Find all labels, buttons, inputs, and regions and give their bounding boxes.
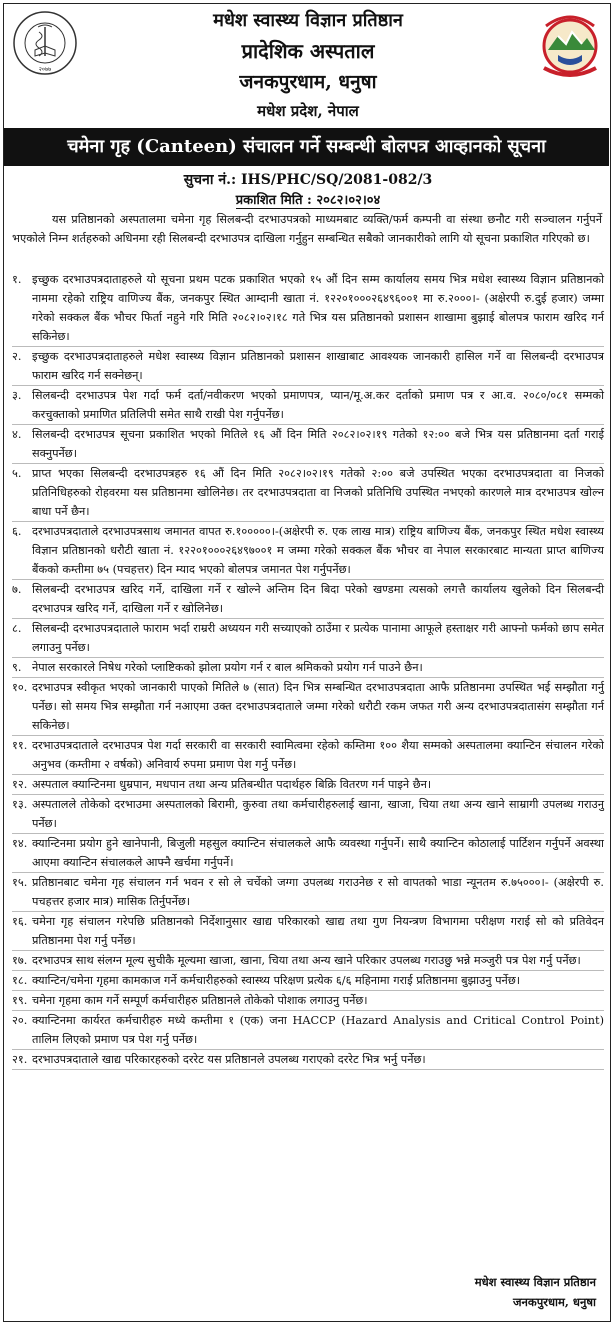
org-name: मधेश स्वास्थ्य विज्ञान प्रतिष्ठान: [213, 10, 403, 31]
condition-text: सिलबन्दी दरभाउपत्र खरिद गर्ने, दाखिला गर्ने र खोल्ने अन्तिम दिन बिदा परेको खण्डमा त्यसको लगत्तै कार्यालय खुलेको दिन सिलबन्दी दरभाउपत्र खरिद गर्ने, दाखिला गर्ने र खोलिनेछ।: [32, 583, 604, 615]
signature-org: मधेश स्वास्थ्य विज्ञान प्रतिष्ठान: [474, 1275, 596, 1289]
condition-text: नेपाल सरकारले निषेध गरेको प्लाष्टिकको झोला प्रयोग गर्न र बाल श्रमिकको प्रयोग गर्न पाउने छैन।: [32, 661, 423, 674]
condition-text: दरभाउपत्रदाताले दरभाउपत्रसाथ जमानत वापत रु.१०००००।-(अक्षेरपी रु. एक लाख मात्र) राष्ट्रिय बाणिज्य बैंक, जनकपुर स्थित मधेश स्वास्थ्य विज्ञान प्रतिष्ठानको धरौटी खाता नं. १२२०१०००२६४९७००१ म जम्मा गरेको सक्कल बैंक भौचर वा नेपाल सरकारबाट मान्यता प्राप्त बाणिज्य बैंकको कम्तीमा ७५ (पचहत्तर) दिन म्याद भएको बोलपत्र जमानत पेश गर्नुपर्नेछ।: [32, 525, 604, 576]
condition-item: [12, 619, 604, 658]
notice-number: सुचना नं.: IHS/PHC/SQ/2081-082/3: [183, 172, 433, 188]
condition-number: ७.: [12, 583, 22, 596]
intro-paragraph: [12, 210, 602, 248]
seal-year: २०७७: [38, 66, 52, 73]
intro-text: यस प्रतिष्ठानको अस्पतालमा चमेना गृह सिलबन्दी दरभाउपत्रको माध्यमबाट व्यक्ति/फर्म कम्पनी वा संस्था छनौट गरी सञ्चालन गर्नुपर्ने भएकोले निम्न शर्तहरुको अधिनमा रही सिलबन्दी दरभाउपत्र दाखिला गर्नुहुन सम्बन्धित सबैको जानकारीको लागि यो सूचना प्रकाशित गरिएको छ।: [12, 213, 602, 245]
condition-item: [12, 775, 604, 795]
condition-item: [12, 386, 604, 425]
condition-item: [12, 1050, 604, 1070]
condition-number: १५.: [12, 876, 28, 889]
condition-number: २०.: [12, 1014, 28, 1027]
condition-text: चमेना गृहमा काम गर्ने सम्पूर्ण कर्मचारीहरु प्रतिष्ठानले तोकेको पोशाक लगाउनु पर्नेछ।: [32, 994, 368, 1007]
condition-text: इच्छुक दरभाउपत्रदाताहरुले यो सूचना प्रथम पटक प्रकाशित भएको १५ औं दिन सम्म कार्यालय समय भित्र मधेश स्वास्थ्य विज्ञान प्रतिष्ठानको नाममा रहेको राष्ट्रिय वाणिज्य बैंक, जनकपुर स्थित आम्दानी खाता नं. १२२०१०००२६४९६००१ मा रु.२०००।- (अक्षेरपी रु.दुई हजार) जम्मा गरेको सक्कल बैंक भौचर फिर्ता नहुने गरि मिति २०८२।०२।१८ गते भित्र यस प्रतिष्ठानको प्रशासन शाखामा बुझाई बोलपत्र फाराम खरिद गर्न सकिनेछ।: [32, 273, 604, 343]
condition-item: [12, 971, 604, 991]
published-date-text: प्रकाशित मिति : २०८२।०२।०४: [235, 193, 381, 208]
condition-item: [12, 658, 604, 678]
condition-text: दरभाउपत्र साथ संलग्न मूल्य सुचीकै मूल्यमा खाजा, खाना, चिया तथा अन्य खाने परिकार उपलब्ध गराउछु भन्ने मञ्जुरी पत्र पेश गर्नु पर्नेछ।: [32, 954, 581, 967]
condition-item: [12, 736, 604, 775]
condition-text: अस्पताल क्यान्टिनमा धुम्रपान, मधपान तथा अन्य प्रतिबन्धीत पदार्थहरु बिक्रि वितरण गर्न पाइने छैन।: [32, 778, 432, 791]
condition-number: ३.: [12, 389, 22, 402]
condition-number: ११.: [12, 739, 28, 752]
condition-number: १८.: [12, 974, 28, 987]
condition-number: २.: [12, 350, 22, 363]
hospital-location: जनकपुरधाम, धनुषा: [239, 71, 377, 93]
condition-number: १९.: [12, 994, 28, 1007]
condition-text: प्रतिष्ठानबाट चमेना गृह संचालन गर्न भवन र सो ले चर्चेको जग्गा उपलब्ध गराउनेछ र सो वापतको भाडा न्यूनतम रु.७५०००।- (अक्षेरपी रु. पचहत्तर हजार मात्र) मासिक तिर्नुपर्नेछ।: [32, 876, 604, 908]
condition-text: प्राप्त भएका सिलबन्दी दरभाउपत्रहरु १६ औं दिन मिति २०८२।०२।१९ गतेको २:०० बजे उपस्थित भएका दरभाउपत्रदाता वा निजको प्रतिनिधिहरुको रोहवरमा यस प्रतिष्ठानमा खोलिनेछ। तर दरभाउपत्रदाता वा निजको प्रतिनिधि उपस्थित नभएको कारणले मात्र दरभाउपत्र खोल्न बाधा पर्ने छैन।: [32, 467, 604, 518]
condition-item: [12, 795, 604, 834]
condition-text: दरभाउपत्रदाताले दरभाउपत्र पेश गर्दा सरकारी वा सरकारी स्वामित्वमा रहेको कम्तिमा १०० शैया सम्मको अस्पतालमा क्यान्टिन संचालन गरेको अनुभव (कम्तीमा २ वर्षको) अनिवार्य रुपमा प्रमाण पेश गर्नु पर्नेछ।: [32, 739, 604, 771]
condition-text: दरभाउपत्रदाताले खाद्य परिकारहरुको दररेट यस प्रतिष्ठानले उपलब्ध गराएको दररेट भित्र भर्नु पर्नेछ।: [32, 1053, 426, 1066]
condition-number: १२.: [12, 778, 28, 791]
condition-text: क्यान्टिनमा कार्यरत कर्मचारीहरु मध्ये कम्तीमा १ (एक) जना HACCP (Hazard Analysis and Critical Control Point) तालिम लिएको प्रमाण पत्र पेश गर्नु पर्नेछ।: [32, 1014, 604, 1046]
condition-number: ६.: [12, 525, 22, 538]
condition-item: [12, 834, 604, 873]
published-date: [4, 190, 612, 208]
province-name: मधेश प्रदेश, नेपाल: [257, 102, 359, 120]
condition-item: [12, 951, 604, 971]
condition-item: [12, 912, 604, 951]
condition-number: १३.: [12, 798, 28, 811]
condition-number: ५.: [12, 467, 22, 480]
condition-item: [12, 580, 604, 619]
condition-text: इच्छुक दरभाउपत्रदाताहरुले मधेश स्वास्थ्य विज्ञान प्रतिष्ठानको प्रशासन शाखाबाट आवश्यक जानकारी हासिल गर्ने वा सिलबन्दी दरभाउपत्र फाराम खरिद गर्न सक्नेछन्।: [32, 350, 604, 382]
condition-item: [12, 347, 604, 386]
condition-text: क्यान्टिन/चमेना गृहमा कामकाज गर्ने कर्मचारीहरुको स्वास्थ्य परिक्षण प्रत्येक ६/६ महिनामा गराई प्रतिष्ठानमा बुझाउनु पर्नेछ।: [32, 974, 521, 987]
condition-text: सिलबन्दी दरभाउपत्रदाताले फाराम भर्दा राम्ररी अध्ययन गरी सच्याएको ठाउँमा र प्रत्येक पानामा आफूले हस्ताक्षर गरी आफ्नो फर्मको छाप समेत लगाउनु पर्नेछ।: [32, 622, 604, 654]
condition-text: क्यान्टिनमा प्रयोग हुने खानेपानी, बिजुली महसुल क्यान्टिन संचालकले आफै व्यवस्था गर्नुपर्ने। साथै क्यान्टिन कोठालाई पार्टिशन गर्नुपर्ने अवस्था आएमा क्यान्टिन संचालकले आफ्नै खर्चमा गर्नुपर्ने।: [32, 837, 604, 869]
condition-number: १४.: [12, 837, 28, 850]
condition-number: २१.: [12, 1053, 28, 1066]
signature-place: जनकपुरधाम, धनुषा: [513, 1295, 596, 1309]
condition-text: सिलबन्दी दरभाउपत्र सूचना प्रकाशित भएको मितिले १६ औं दिन मिति २०८२।०२।१९ गतेको १२:०० बजे भित्र यस प्रतिष्ठानमा दर्ता गराई सक्नुपर्नेछ।: [32, 428, 604, 460]
condition-item: [12, 678, 604, 736]
notice-page: [3, 3, 611, 1322]
condition-text: दरभाउपत्र स्वीकृत भएको जानकारी पाएको मितिले ७ (सात) दिन भित्र सम्बन्धित दरभाउपत्रदाता आफै प्रतिष्ठानमा उपस्थित भई सम्झौता गर्नु पर्नेछ। सो समय भित्र सम्झौता गर्न नआएमा उक्त दरभाउपत्रदाताले जम्मा गरेको धरौटी रकम जफत गरी अन्य दरभाउपत्रदातासंग सम्झौता गर्न सकिनेछ।: [32, 681, 604, 732]
condition-item: [12, 873, 604, 912]
condition-item: [12, 425, 604, 464]
condition-item: [12, 991, 604, 1011]
condition-item: [12, 464, 604, 522]
condition-number: १७.: [12, 954, 28, 967]
hospital-name: प्रादेशिक अस्पताल: [241, 39, 375, 63]
signature-block: [475, 1272, 596, 1312]
conditions-list: [12, 270, 604, 1070]
condition-number: १०.: [12, 681, 28, 694]
condition-number: ४.: [12, 428, 22, 441]
notice-title-banner: चमेना गृह (Canteen) संचालन गर्ने सम्बन्धी बोलपत्र आव्हानको सूचना: [4, 128, 609, 166]
condition-number: १.: [12, 273, 22, 286]
condition-number: ९.: [12, 661, 22, 674]
condition-text: चमेना गृह संचालन गरेपछि प्रतिष्ठानको निर्देशानुसार खाद्य परिकारको खाद्य तथा गुण नियन्त्रण विभागमा परीक्षण गराई सो को प्रतिवेदन प्रतिष्ठानमा पेश गर्नु पर्नेछ।: [32, 915, 604, 947]
condition-number: ८.: [12, 622, 22, 635]
condition-item: [12, 270, 604, 347]
condition-text: अस्पतालले तोकेको दरभाउमा अस्पतालको बिरामी, कुरुवा तथा कर्मचारीहरुलाई खाना, खाजा, चिया तथा अन्य खाने साम्रागी उपलब्ध गराउनु पर्नेछ।: [32, 798, 604, 830]
condition-number: १६.: [12, 915, 28, 928]
condition-item: [12, 1011, 604, 1050]
condition-text: सिलबन्दी दरभाउपत्र पेश गर्दा फर्म दर्ता/नवीकरण भएको प्रमाणपत्र, प्यान/मू.अ.कर दर्ताको प्रमाण पत्र र आ.व. २०८०/०८१ सम्मको करचुक्ताको प्रमाणित प्रतिलिपी समेत साथै राखी पेश गर्नुपर्नेछ।: [32, 389, 604, 421]
condition-item: [12, 522, 604, 580]
